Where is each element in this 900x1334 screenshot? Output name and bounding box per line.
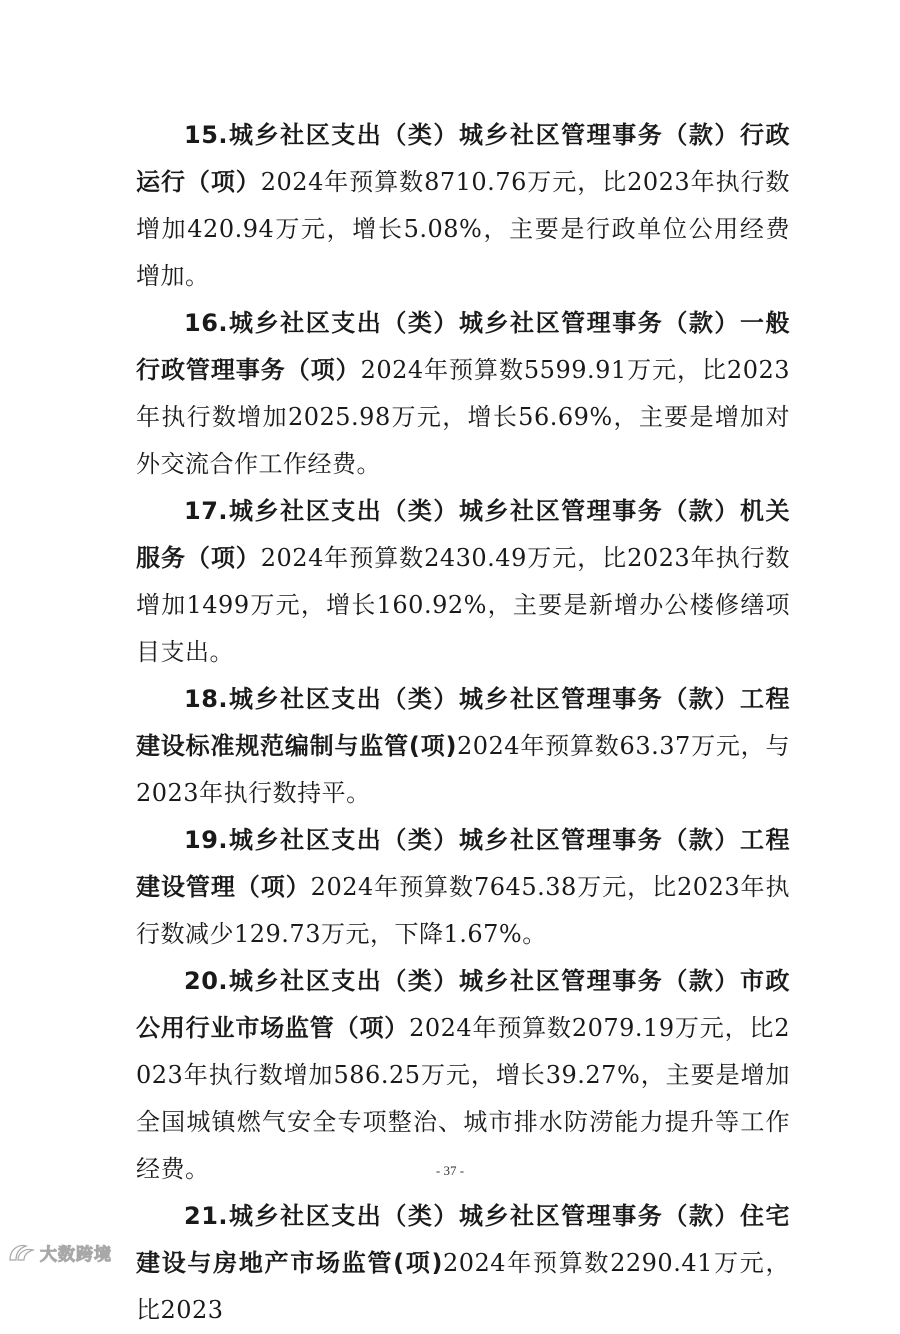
item-text: 2024年预算数2079.19万元，比2023年执行数增加586.25万元，增长39.27%，主要是增加全国城镇燃气安全专项整治、城市排水防涝能力提升等工作经费。	[136, 1014, 791, 1183]
item-number: 19.	[184, 826, 229, 854]
page-number: - 37 -	[435, 1163, 465, 1178]
paragraph-15	[136, 112, 790, 300]
paragraph-19	[136, 817, 790, 958]
item-text: 2024年预算数63.37万元，与2023年执行数持平。	[136, 732, 790, 807]
item-number: 20.	[184, 967, 229, 995]
paragraph-20	[136, 958, 790, 1193]
item-heading: 城乡社区支出（类）城乡社区管理事务（款）市政公用行业市场监管（项）	[136, 967, 790, 1042]
item-text: 2024年预算数7645.38万元，比2023年执行数减少129.73万元，下降1.67%。	[136, 873, 791, 948]
paragraph-21	[136, 1193, 790, 1334]
item-number: 16.	[184, 309, 229, 337]
item-heading: 城乡社区支出（类）城乡社区管理事务（款）行政运行（项）	[136, 121, 790, 196]
item-heading: 城乡社区支出（类）城乡社区管理事务（款）一般行政管理事务（项）	[136, 309, 790, 384]
item-heading: 城乡社区支出（类）城乡社区管理事务（款）工程建设管理（项）	[136, 826, 790, 901]
document-body	[136, 112, 790, 1334]
item-number: 18.	[184, 685, 229, 713]
item-number: 21.	[184, 1202, 229, 1230]
item-text: 2024年预算数2290.41万元，比2023	[136, 1249, 791, 1324]
paragraph-18	[136, 676, 790, 817]
watermark	[6, 1238, 112, 1266]
item-heading: 城乡社区支出（类）城乡社区管理事务（款）住宅建设与房地产市场监管(项)	[136, 1202, 790, 1277]
item-text: 2024年预算数5599.91万元，比2023年执行数增加2025.98万元，增长56.69%，主要是增加对外交流合作工作经费。	[136, 356, 791, 478]
item-text: 2024年预算数8710.76万元，比2023年执行数增加420.94万元，增长5.08%，主要是行政单位公用经费增加。	[136, 168, 790, 290]
item-number: 15.	[184, 121, 229, 149]
item-heading: 城乡社区支出（类）城乡社区管理事务（款）工程建设标准规范编制与监管(项)	[136, 685, 790, 760]
watermark-text: 大数跨境	[40, 1244, 112, 1265]
brand-logo-icon	[6, 1240, 36, 1264]
paragraph-17	[136, 488, 790, 676]
paragraph-16	[136, 300, 790, 488]
item-number: 17.	[184, 497, 229, 525]
item-heading: 城乡社区支出（类）城乡社区管理事务（款）机关服务（项）	[136, 497, 790, 572]
item-text: 2024年预算数2430.49万元，比2023年执行数增加1499万元，增长160.92%，主要是新增办公楼修缮项目支出。	[136, 544, 790, 666]
